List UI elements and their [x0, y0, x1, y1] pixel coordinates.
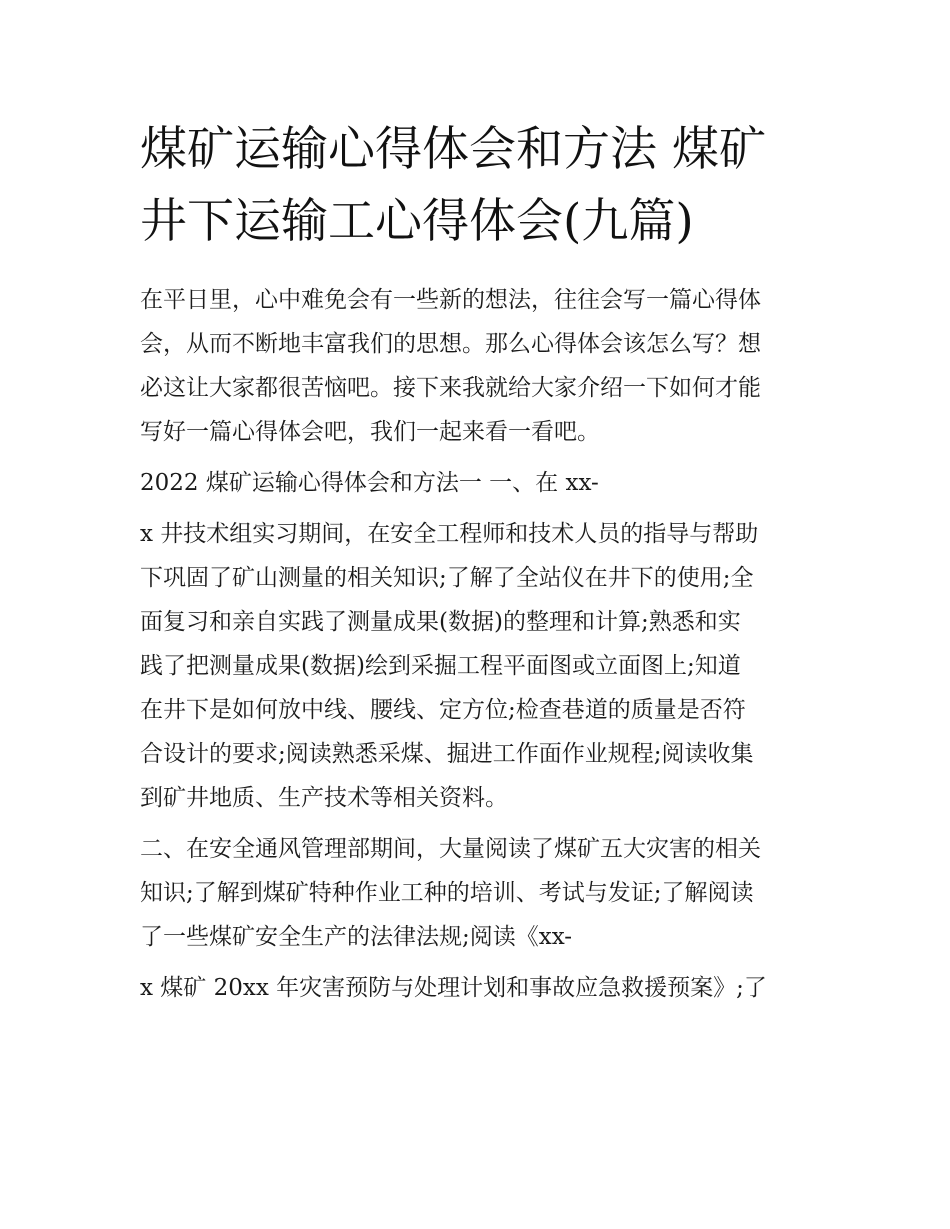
text-line: 在平日里，心中难免会有一些新的想法，往往会写一篇心得体 — [140, 287, 761, 313]
text-line: 会，从而不断地丰富我们的思想。那么心得体会该怎么写？想 — [140, 331, 761, 357]
text-line: 写好一篇心得体会吧，我们一起来看一看吧。 — [140, 419, 600, 445]
title-line: 煤矿运输心得体会和方法 煤矿 — [140, 122, 766, 177]
text-line: 了一些煤矿安全生产的法律法规;阅读《xx- — [140, 924, 573, 950]
text-line: 践了把测量成果(数据)绘到采掘工程平面图或立面图上;知道 — [140, 653, 741, 679]
text-line: 2022 煤矿运输心得体会和方法一 一、在 xx- — [140, 470, 599, 496]
section-two-paragraph — [140, 827, 830, 959]
section-two-continued-paragraph — [140, 966, 830, 1010]
text-line: 知识;了解到煤矿特种作业工种的培训、考试与发证;了解阅读 — [140, 880, 754, 906]
text-line: x 煤矿 20xx 年灾害预防与处理计划和事故应急救援预案》;了 — [140, 975, 767, 1001]
intro-paragraph — [140, 278, 830, 454]
text-line: 下巩固了矿山测量的相关知识;了解了全站仪在井下的使用;全 — [140, 565, 754, 591]
section-heading-paragraph — [140, 461, 830, 505]
text-line: 在井下是如何放中线、腰线、定方位;检查巷道的质量是否符 — [140, 697, 746, 723]
document-title — [140, 114, 820, 258]
title-line: 井下运输工心得体会(九篇) — [140, 194, 694, 249]
text-line: x 井技术组实习期间，在安全工程师和技术人员的指导与帮助 — [140, 521, 759, 547]
text-line: 必这让大家都很苦恼吧。接下来我就给大家介绍一下如何才能 — [140, 375, 761, 401]
section-one-paragraph — [140, 512, 830, 820]
text-line: 面复习和亲自实践了测量成果(数据)的整理和计算;熟悉和实 — [140, 609, 741, 635]
text-line: 到矿井地质、生产技术等相关资料。 — [140, 785, 508, 811]
text-line: 二、在安全通风管理部期间，大量阅读了煤矿五大灾害的相关 — [140, 836, 761, 862]
document-body — [140, 278, 830, 1017]
text-line: 合设计的要求;阅读熟悉采煤、掘进工作面作业规程;阅读收集 — [140, 741, 754, 767]
